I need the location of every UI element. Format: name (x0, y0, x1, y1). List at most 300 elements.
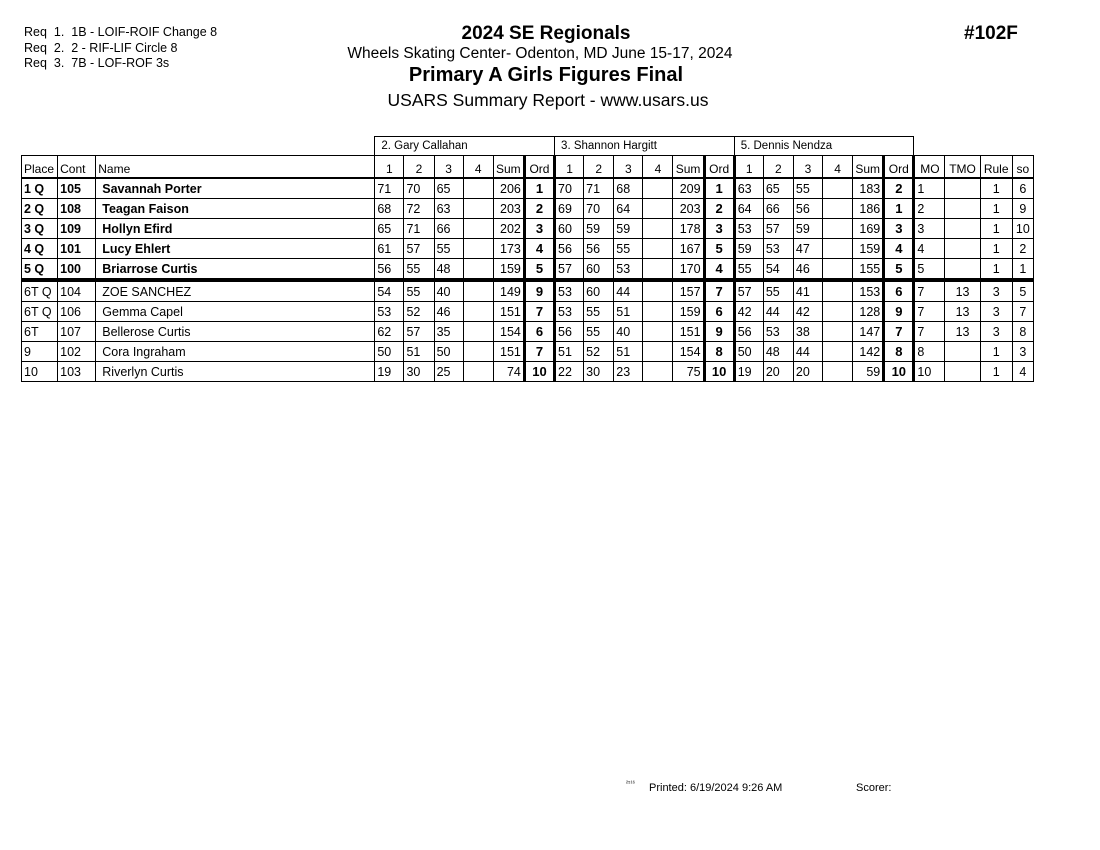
ordinal-cell: 9 (524, 280, 554, 302)
score-cell: 54 (763, 259, 793, 281)
name-cell: Teagan Faison (96, 199, 375, 219)
tmo-cell (945, 219, 980, 239)
col-tmo: TMO (945, 156, 980, 179)
sum-cell: 153 (853, 280, 884, 302)
col-score-2: 2 (763, 156, 793, 179)
score-cell: 54 (375, 280, 404, 302)
col-cont: Cont (58, 156, 96, 179)
col-ord: Ord (884, 156, 914, 179)
score-cell: 30 (404, 362, 434, 382)
judges-row (22, 137, 1034, 156)
col-score-3: 3 (614, 156, 643, 179)
score-cell (823, 280, 853, 302)
competition-title: 2024 SE Regionals (461, 23, 631, 44)
score-cell (463, 199, 493, 219)
sum-cell: 186 (853, 199, 884, 219)
name-cell: Hollyn Efird (96, 219, 375, 239)
ordinal-cell: 6 (524, 322, 554, 342)
table-row (22, 302, 1034, 322)
score-cell: 22 (555, 362, 584, 382)
place-cell: 6T Q (22, 280, 58, 302)
mo-cell: 5 (914, 259, 945, 281)
name-cell: Lucy Ehlert (96, 239, 375, 259)
score-cell: 59 (734, 239, 763, 259)
score-cell: 57 (555, 259, 584, 281)
score-cell: 64 (734, 199, 763, 219)
score-cell: 41 (793, 280, 822, 302)
score-cell: 61 (375, 239, 404, 259)
col-sum: Sum (493, 156, 524, 179)
score-cell: 55 (434, 239, 463, 259)
score-cell: 53 (555, 302, 584, 322)
rule-cell: 3 (980, 302, 1012, 322)
score-cell: 48 (434, 259, 463, 281)
score-cell: 52 (404, 302, 434, 322)
ordinal-cell: 3 (524, 219, 554, 239)
judge-name: 2. Gary Callahan (375, 137, 555, 156)
score-cell (643, 178, 673, 199)
score-cell: 69 (555, 199, 584, 219)
score-cell (463, 322, 493, 342)
score-cell: 59 (793, 219, 822, 239)
place-cell: 6T (22, 322, 58, 342)
rule-cell: 1 (980, 178, 1012, 199)
score-cell: 56 (375, 259, 404, 281)
mo-cell: 8 (914, 342, 945, 362)
results-body (22, 178, 1034, 382)
score-cell: 44 (793, 342, 822, 362)
tmo-cell: 13 (945, 302, 980, 322)
score-cell: 55 (793, 178, 822, 199)
col-ord: Ord (524, 156, 554, 179)
so-cell: 1 (1012, 259, 1033, 281)
name-cell: ZOE SANCHEZ (96, 280, 375, 302)
venue-line: Wheels Skating Center- Odenton, MD June 15-17, 2024 (347, 45, 733, 62)
score-cell (823, 259, 853, 281)
sum-cell: 74 (493, 362, 524, 382)
so-cell: 8 (1012, 322, 1033, 342)
tmo-cell (945, 199, 980, 219)
score-cell: 40 (614, 322, 643, 342)
requirement-2: Req 2. 2 - RIF-LIF Circle 8 (24, 40, 178, 55)
requirement-3: Req 3. 7B - LOF-ROF 3s (24, 56, 170, 70)
cont-cell: 104 (58, 280, 96, 302)
name-cell: Briarrose Curtis (96, 259, 375, 281)
mo-cell: 7 (914, 322, 945, 342)
score-cell (463, 178, 493, 199)
score-cell: 20 (763, 362, 793, 382)
score-cell: 51 (614, 342, 643, 362)
ordinal-cell: 4 (884, 239, 914, 259)
score-cell: 72 (404, 199, 434, 219)
so-cell: 4 (1012, 362, 1033, 382)
so-cell: 6 (1012, 178, 1033, 199)
ordinal-cell: 7 (524, 342, 554, 362)
ordinal-cell: 3 (884, 219, 914, 239)
score-cell: 42 (734, 302, 763, 322)
ordinal-cell: 5 (884, 259, 914, 281)
score-cell: 23 (614, 362, 643, 382)
sum-cell: 59 (853, 362, 884, 382)
score-cell: 63 (434, 199, 463, 219)
ordinal-cell: 7 (884, 322, 914, 342)
sum-cell: 159 (493, 259, 524, 281)
ordinal-cell: 9 (704, 322, 734, 342)
score-cell: 50 (734, 342, 763, 362)
col-score-4: 4 (463, 156, 493, 179)
sum-cell: 151 (493, 302, 524, 322)
ordinal-cell: 9 (884, 302, 914, 322)
sum-cell: 128 (853, 302, 884, 322)
so-cell: 9 (1012, 199, 1033, 219)
ordinal-cell: 10 (704, 362, 734, 382)
score-cell (823, 239, 853, 259)
score-cell: 55 (404, 259, 434, 281)
score-cell (463, 302, 493, 322)
score-cell (463, 280, 493, 302)
table-row (22, 342, 1034, 362)
sum-cell: 159 (853, 239, 884, 259)
mo-cell: 2 (914, 199, 945, 219)
score-cell: 19 (375, 362, 404, 382)
score-cell: 60 (584, 280, 614, 302)
rule-cell: 1 (980, 342, 1012, 362)
tmo-cell (945, 259, 980, 281)
sum-cell: 155 (853, 259, 884, 281)
ordinal-cell: 7 (524, 302, 554, 322)
cont-cell: 102 (58, 342, 96, 362)
cont-cell: 106 (58, 302, 96, 322)
score-cell: 51 (555, 342, 584, 362)
score-cell: 25 (434, 362, 463, 382)
score-cell: 48 (763, 342, 793, 362)
score-cell: 60 (584, 259, 614, 281)
score-cell: 57 (763, 219, 793, 239)
score-cell: 70 (404, 178, 434, 199)
score-cell: 56 (793, 199, 822, 219)
table-row (22, 259, 1034, 281)
score-cell (643, 239, 673, 259)
ordinal-cell: 4 (704, 259, 734, 281)
score-cell: 44 (763, 302, 793, 322)
mo-cell: 4 (914, 239, 945, 259)
score-cell: 55 (763, 280, 793, 302)
so-cell: 10 (1012, 219, 1033, 239)
event-number: #102F (964, 23, 1018, 44)
ordinal-cell: 4 (524, 239, 554, 259)
sum-cell: 170 (673, 259, 704, 281)
ordinal-cell: 1 (524, 178, 554, 199)
place-cell: 6T Q (22, 302, 58, 322)
mo-cell: 7 (914, 302, 945, 322)
score-cell (823, 302, 853, 322)
score-cell: 68 (614, 178, 643, 199)
score-cell: 52 (584, 342, 614, 362)
sum-cell: 209 (673, 178, 704, 199)
sum-cell: 75 (673, 362, 704, 382)
score-cell: 38 (793, 322, 822, 342)
place-cell: 10 (22, 362, 58, 382)
ordinal-cell: 8 (704, 342, 734, 362)
cont-cell: 109 (58, 219, 96, 239)
ordinal-cell: 5 (704, 239, 734, 259)
col-score-1: 1 (734, 156, 763, 179)
rule-cell: 1 (980, 239, 1012, 259)
score-cell (643, 219, 673, 239)
cont-cell: 105 (58, 178, 96, 199)
tmo-cell: 13 (945, 322, 980, 342)
score-cell (643, 342, 673, 362)
name-cell: Gemma Capel (96, 302, 375, 322)
mo-cell: 10 (914, 362, 945, 382)
score-cell: 53 (375, 302, 404, 322)
score-cell: 68 (375, 199, 404, 219)
score-cell: 55 (584, 302, 614, 322)
score-cell: 65 (375, 219, 404, 239)
ordinal-cell: 1 (884, 199, 914, 219)
name-cell: Bellerose Curtis (96, 322, 375, 342)
place-cell: 3 Q (22, 219, 58, 239)
table-row (22, 362, 1034, 382)
ordinal-cell: 3 (704, 219, 734, 239)
event-title: Primary A Girls Figures Final (408, 64, 684, 86)
judges-spacer (914, 137, 1034, 156)
col-so: so (1012, 156, 1033, 179)
score-cell: 50 (434, 342, 463, 362)
tmo-cell (945, 342, 980, 362)
score-cell: 71 (375, 178, 404, 199)
score-cell: 42 (793, 302, 822, 322)
tmo-cell (945, 362, 980, 382)
score-cell (823, 178, 853, 199)
score-cell: 70 (555, 178, 584, 199)
score-cell: 65 (434, 178, 463, 199)
score-cell (463, 342, 493, 362)
score-cell: 57 (404, 239, 434, 259)
score-cell: 53 (763, 322, 793, 342)
rule-cell: 1 (980, 219, 1012, 239)
score-cell (463, 362, 493, 382)
score-cell (823, 322, 853, 342)
judges-spacer (22, 137, 375, 156)
sum-cell: 151 (673, 322, 704, 342)
column-header-row (22, 156, 1034, 179)
score-cell: 53 (763, 239, 793, 259)
sum-cell: 159 (673, 302, 704, 322)
ordinal-cell: 2 (884, 178, 914, 199)
col-score-4: 4 (643, 156, 673, 179)
score-cell: 64 (614, 199, 643, 219)
footer-code: ²⁵¹⁶ (626, 781, 635, 787)
score-cell: 47 (793, 239, 822, 259)
ordinal-cell: 2 (524, 199, 554, 219)
col-mo: MO (914, 156, 945, 179)
score-cell (823, 219, 853, 239)
col-sum: Sum (673, 156, 704, 179)
score-cell (463, 259, 493, 281)
table-row (22, 219, 1034, 239)
score-cell: 53 (734, 219, 763, 239)
score-cell: 20 (793, 362, 822, 382)
judge-name: 5. Dennis Nendza (734, 137, 914, 156)
sum-cell: 173 (493, 239, 524, 259)
score-cell: 60 (555, 219, 584, 239)
sum-cell: 206 (493, 178, 524, 199)
col-rule: Rule (980, 156, 1012, 179)
score-cell (643, 322, 673, 342)
score-cell (463, 219, 493, 239)
mo-cell: 7 (914, 280, 945, 302)
name-cell: Riverlyn Curtis (96, 362, 375, 382)
name-cell: Savannah Porter (96, 178, 375, 199)
col-score-1: 1 (555, 156, 584, 179)
score-cell: 57 (404, 322, 434, 342)
col-score-2: 2 (404, 156, 434, 179)
score-cell: 56 (584, 239, 614, 259)
ordinal-cell: 6 (704, 302, 734, 322)
judge-name: 3. Shannon Hargitt (555, 137, 735, 156)
cont-cell: 108 (58, 199, 96, 219)
ordinal-cell: 6 (884, 280, 914, 302)
score-cell (643, 362, 673, 382)
col-sum: Sum (853, 156, 884, 179)
place-cell: 1 Q (22, 178, 58, 199)
cont-cell: 103 (58, 362, 96, 382)
score-cell: 59 (614, 219, 643, 239)
sum-cell: 183 (853, 178, 884, 199)
score-cell: 46 (434, 302, 463, 322)
col-ord: Ord (704, 156, 734, 179)
ordinal-cell: 2 (704, 199, 734, 219)
so-cell: 7 (1012, 302, 1033, 322)
sum-cell: 142 (853, 342, 884, 362)
sum-cell: 202 (493, 219, 524, 239)
so-cell: 5 (1012, 280, 1033, 302)
rule-cell: 1 (980, 259, 1012, 281)
place-cell: 2 Q (22, 199, 58, 219)
cont-cell: 101 (58, 239, 96, 259)
score-cell: 44 (614, 280, 643, 302)
col-score-1: 1 (375, 156, 404, 179)
rule-cell: 1 (980, 199, 1012, 219)
score-cell (643, 302, 673, 322)
score-cell: 66 (763, 199, 793, 219)
score-cell (823, 199, 853, 219)
cont-cell: 100 (58, 259, 96, 281)
score-cell: 35 (434, 322, 463, 342)
score-cell: 40 (434, 280, 463, 302)
score-cell: 55 (404, 280, 434, 302)
rule-cell: 1 (980, 362, 1012, 382)
cont-cell: 107 (58, 322, 96, 342)
mo-cell: 3 (914, 219, 945, 239)
score-cell: 46 (793, 259, 822, 281)
score-cell (643, 199, 673, 219)
score-cell: 55 (584, 322, 614, 342)
score-cell: 55 (614, 239, 643, 259)
sum-cell: 203 (493, 199, 524, 219)
tmo-cell (945, 178, 980, 199)
score-cell: 66 (434, 219, 463, 239)
score-cell: 55 (734, 259, 763, 281)
score-cell: 50 (375, 342, 404, 362)
ordinal-cell: 5 (524, 259, 554, 281)
score-cell (643, 259, 673, 281)
rule-cell: 3 (980, 280, 1012, 302)
table-row (22, 199, 1034, 219)
sum-cell: 169 (853, 219, 884, 239)
score-cell: 59 (584, 219, 614, 239)
place-cell: 5 Q (22, 259, 58, 281)
score-cell: 62 (375, 322, 404, 342)
tmo-cell (945, 239, 980, 259)
sum-cell: 149 (493, 280, 524, 302)
col-score-2: 2 (584, 156, 614, 179)
sum-cell: 157 (673, 280, 704, 302)
col-place: Place (22, 156, 58, 179)
score-cell: 51 (614, 302, 643, 322)
score-cell (823, 362, 853, 382)
score-cell: 30 (584, 362, 614, 382)
table-row (22, 280, 1034, 302)
place-cell: 9 (22, 342, 58, 362)
place-cell: 4 Q (22, 239, 58, 259)
report-title: USARS Summary Report - www.usars.us (387, 90, 709, 110)
col-score-3: 3 (793, 156, 822, 179)
score-cell: 71 (404, 219, 434, 239)
scorer-label: Scorer: (856, 782, 892, 794)
score-cell (463, 239, 493, 259)
score-cell (823, 342, 853, 362)
table-row (22, 239, 1034, 259)
score-cell: 51 (404, 342, 434, 362)
ordinal-cell: 1 (704, 178, 734, 199)
score-cell: 65 (763, 178, 793, 199)
sum-cell: 147 (853, 322, 884, 342)
so-cell: 3 (1012, 342, 1033, 362)
ordinal-cell: 7 (704, 280, 734, 302)
score-cell: 56 (734, 322, 763, 342)
sum-cell: 154 (673, 342, 704, 362)
col-name: Name (96, 156, 375, 179)
name-cell: Cora Ingraham (96, 342, 375, 362)
mo-cell: 1 (914, 178, 945, 199)
printed-timestamp: Printed: 6/19/2024 9:26 AM (649, 782, 783, 794)
score-cell: 19 (734, 362, 763, 382)
score-cell: 57 (734, 280, 763, 302)
score-cell: 56 (555, 322, 584, 342)
requirement-1: Req 1. 1B - LOIF-ROIF Change 8 (24, 25, 218, 39)
score-cell: 53 (614, 259, 643, 281)
ordinal-cell: 10 (884, 362, 914, 382)
score-cell (643, 280, 673, 302)
rule-cell: 3 (980, 322, 1012, 342)
so-cell: 2 (1012, 239, 1033, 259)
sum-cell: 167 (673, 239, 704, 259)
score-cell: 56 (555, 239, 584, 259)
ordinal-cell: 8 (884, 342, 914, 362)
sum-cell: 154 (493, 322, 524, 342)
table-row (22, 178, 1034, 199)
score-cell: 71 (584, 178, 614, 199)
results-table (21, 136, 1034, 382)
col-score-3: 3 (434, 156, 463, 179)
score-cell: 53 (555, 280, 584, 302)
ordinal-cell: 10 (524, 362, 554, 382)
sum-cell: 151 (493, 342, 524, 362)
sum-cell: 178 (673, 219, 704, 239)
score-cell: 70 (584, 199, 614, 219)
